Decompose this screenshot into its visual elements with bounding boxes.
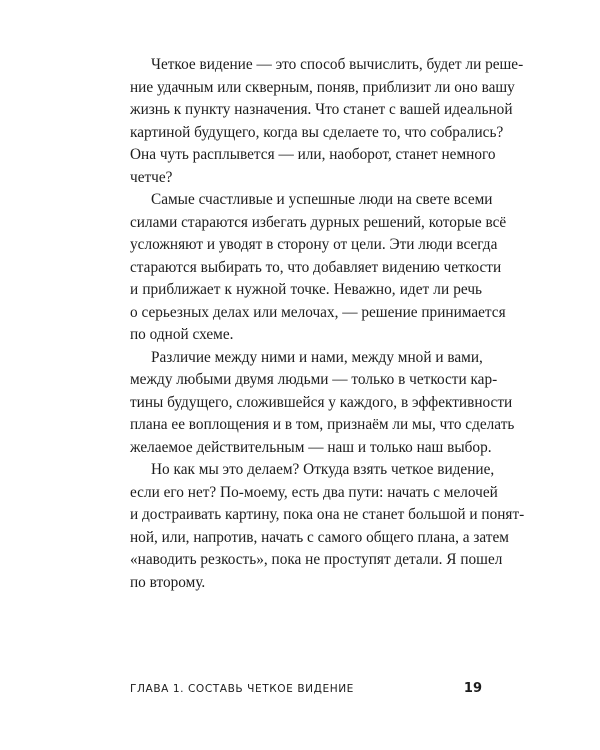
text-line: картиной будущего, когда вы сделаете то, что собрались? — [130, 123, 504, 141]
text-line: Самые счастливые и успешные люди на свете всеми — [151, 191, 493, 208]
text-line: Но как мы это делаем? Откуда взять четкое видение, — [151, 461, 495, 478]
text-line: «наводить резкость», пока не проступят детали. Я пошел — [130, 551, 503, 568]
page-number: 19 — [463, 681, 482, 696]
text-line: по второму. — [130, 573, 206, 591]
body-text — [130, 54, 525, 594]
running-head: ГЛАВА 1. СОСТАВЬ ЧЕТКОЕ ВИДЕНИЕ — [130, 683, 354, 695]
paragraph — [130, 347, 515, 460]
text-line: Четкое видение — это способ вычислить, будет ли реше- — [151, 56, 524, 73]
text-line: о серьезных делах или мелочах, — решение принимается — [130, 303, 506, 321]
text-line: плана ее воплощения и в том, признаём ли мы, что сделать — [130, 416, 515, 433]
text-line: желаемое действительным — наш и только наш выбор. — [130, 438, 492, 456]
paragraph — [130, 54, 524, 189]
text-line: Различие между ними и нами, между мной и вами, — [151, 348, 483, 366]
text-line: четче? — [130, 168, 173, 186]
paragraph — [130, 189, 507, 347]
text-line: ние удачным или скверным, поняв, приблизит ли оно вашу — [130, 78, 515, 96]
text-line: и приближает к нужной точке. Неважно, идет ли речь — [130, 281, 482, 298]
text-line: если его нет? По-моему, есть два пути: начать с мелочей — [130, 483, 498, 501]
text-line: усложняют и уводят в сторону от цели. Эти люди всегда — [130, 236, 498, 253]
text-line: стараются выбирать то, что добавляет видению четкости — [130, 258, 502, 276]
text-line: ной, или, напротив, начать с самого общего плана, а затем — [130, 528, 509, 546]
page-footer — [130, 681, 482, 701]
text-line: силами стараются избегать дурных решений, которые всё — [130, 213, 507, 231]
paragraph — [130, 459, 525, 594]
text-line: между любыми двумя людьми — только в четкости кар- — [130, 371, 498, 388]
text-line: Она чуть расплывется — или, наоборот, станет немного — [130, 146, 496, 163]
text-line: по одной схеме. — [130, 326, 234, 343]
text-line: и достраивать картину, пока она не станет большой и понят- — [130, 506, 525, 523]
text-line: тины будущего, сложившейся у каждого, в эффективности — [130, 393, 513, 411]
text-line: жизнь к пункту назначения. Что станет с вашей идеальной — [130, 101, 513, 118]
